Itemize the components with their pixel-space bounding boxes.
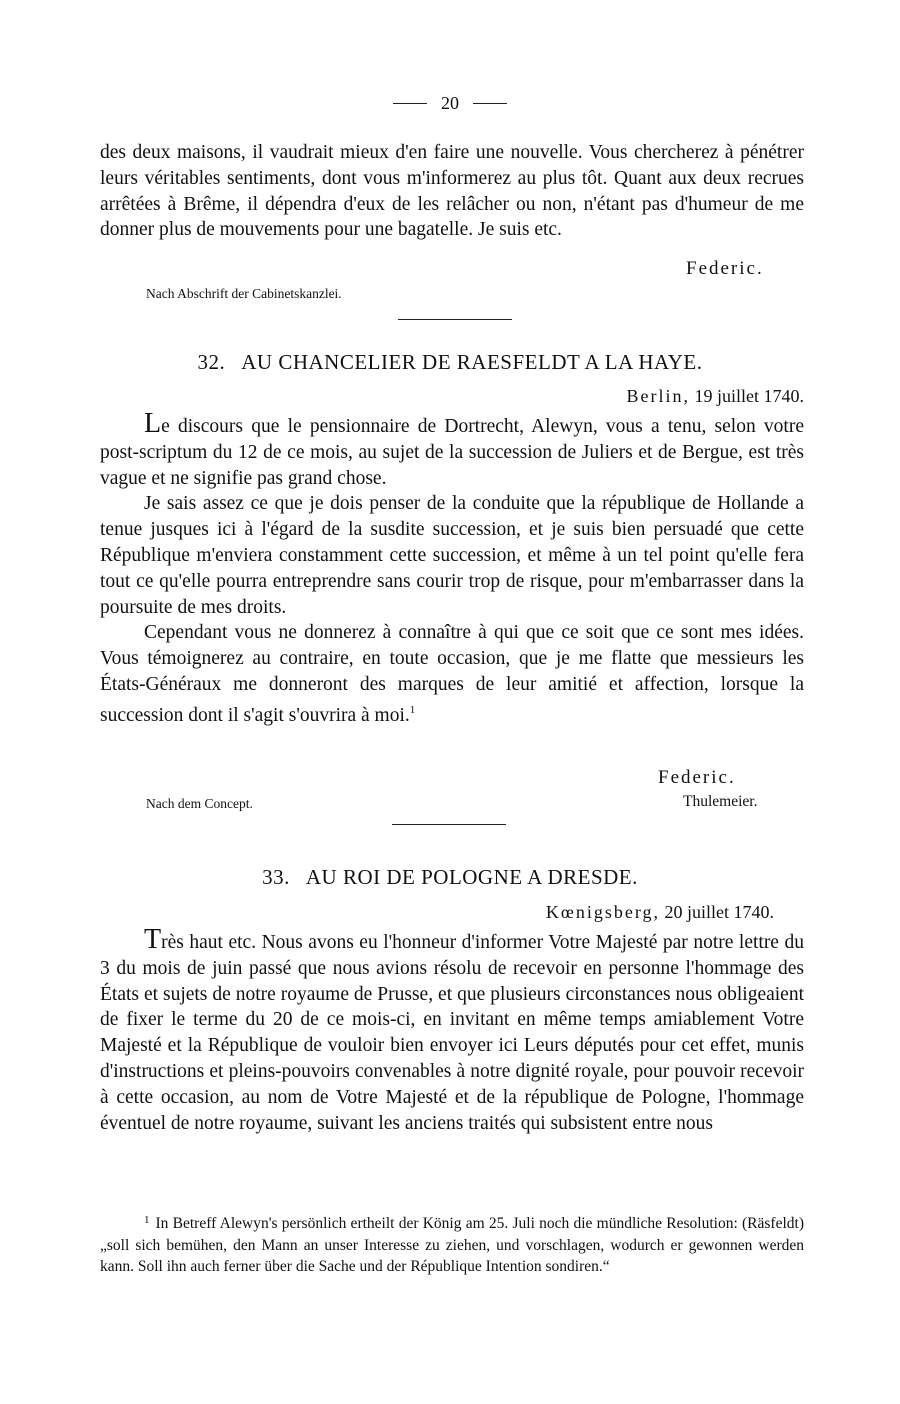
letter-dateline	[627, 386, 805, 407]
letter-dateline	[546, 902, 774, 923]
letter-title: AU CHANCELIER DE RAESFELDT A LA HAYE.	[241, 350, 703, 374]
paragraph-text: Cependant vous ne donnerez à connaître à qui que ce soit que ce sont mes idées. Vous témoignerez au contraire, en toute occasion, que je me flatte que messieurs les États-Généraux me donneront des marques de leur amitié et affection, lorsque la succession dont il s'agit s'ouvrira à moi.	[100, 622, 804, 726]
continuation-text-block	[100, 140, 804, 243]
letter-signature: Federic.	[658, 767, 736, 788]
paragraph-text: e discours que le pensionnaire de Dortrecht, Alewyn, vous a tenu, selon votre post-scriptum du 12 de ce mois, au sujet de la succession de Juliers et de Bergue, est très vague et ne signifie pas grand chose.	[100, 416, 804, 489]
footnote	[100, 1210, 804, 1278]
letter-number: 32.	[197, 350, 226, 374]
letter-paragraph	[100, 620, 804, 728]
section-separator	[398, 319, 512, 320]
letter-date: 20 juillet 1740.	[664, 902, 774, 922]
page-header	[0, 93, 900, 114]
letter-paragraph	[100, 924, 804, 1136]
drop-initial: T	[144, 924, 162, 955]
letter-number: 33.	[262, 865, 290, 889]
letter-body	[100, 408, 804, 729]
continuation-source-note: Nach Abschrift der Cabinetskanzlei.	[146, 286, 342, 301]
header-rule-left	[393, 103, 427, 104]
letter-title: AU ROI DE POLOGNE A DRESDE.	[305, 865, 638, 889]
letter-paragraph: Je sais assez ce que je dois penser de la conduite que la république de Hollande a tenue jusques ici à l'égard de la susdite succession, et je suis bien persuadé que cette République m'enviera constamment cette succession, et même à un tel point qu'elle fera tout ce qu'elle pourra entreprendre sans courir trop de risque, pour m'embarrasser dans la poursuite de mes droits.	[100, 493, 804, 618]
footnote-text: In Betreff Alewyn's persönlich ertheilt der König am 25. Juli noch die mündliche Resolution: (Räsfeldt) „soll sich bemühen, den Mann an unser Interesse zu ziehen, und vorschlagen, wodurch er gewonnen werden kann. Soll ihn auch ferner über die Sache und der République Intention sondiren.“	[100, 1215, 804, 1276]
footnote-number: 1	[144, 1214, 150, 1226]
letter-place: Berlin,	[626, 386, 690, 406]
footnote-marker: 1	[409, 703, 416, 716]
letter-source-note: Nach dem Concept.	[146, 796, 253, 811]
continuation-paragraph: des deux maisons, il vaudrait mieux d'en faire une nouvelle. Vous chercherez à pénétrer leurs véritables sentiments, dont vous m'informerez au plus tôt. Quant aux deux recrues arrêtées à Brême, il dépendra d'eux de les relâcher ou non, n'étant pas d'humeur de me donner plus de mouvements pour une bagatelle. Je suis etc.	[100, 142, 804, 241]
section-separator	[392, 824, 506, 825]
drop-initial: L	[144, 408, 162, 439]
letter-countersign: Thulemeier.	[683, 793, 758, 810]
letter-place: Kœnigsberg,	[545, 902, 660, 922]
letter-heading	[0, 865, 900, 890]
letter-body	[100, 924, 804, 1136]
letter-date: 19 juillet 1740.	[694, 386, 804, 406]
continuation-signature: Federic.	[686, 258, 764, 279]
page-number: 20	[441, 93, 459, 113]
letter-paragraph	[100, 408, 804, 491]
header-rule-right	[473, 103, 507, 104]
letter-heading	[0, 350, 900, 375]
paragraph-text: rès haut etc. Nous avons eu l'honneur d'informer Votre Majesté par notre lettre du 3 du mois de juin passé que nous avions résolu de recevoir en personne l'hommage des États et sujets de notre royaume de Prusse, et que plusieurs circonstances nous obligeaient de fixer le terme du 20 de ce mois-ci, en invitant en même temps amiablement Votre Majesté et la République de vouloir bien envoyer ici Leurs députés pour cet effet, munis d'instructions et pleins-pouvoirs convenables à notre dignité royale, pour pouvoir recevoir à cette occasion, au nom de Votre Majesté et de la république de Pologne, l'hommage éventuel de notre royaume, suivant les anciens traités qui subsistent entre nous	[100, 932, 804, 1134]
